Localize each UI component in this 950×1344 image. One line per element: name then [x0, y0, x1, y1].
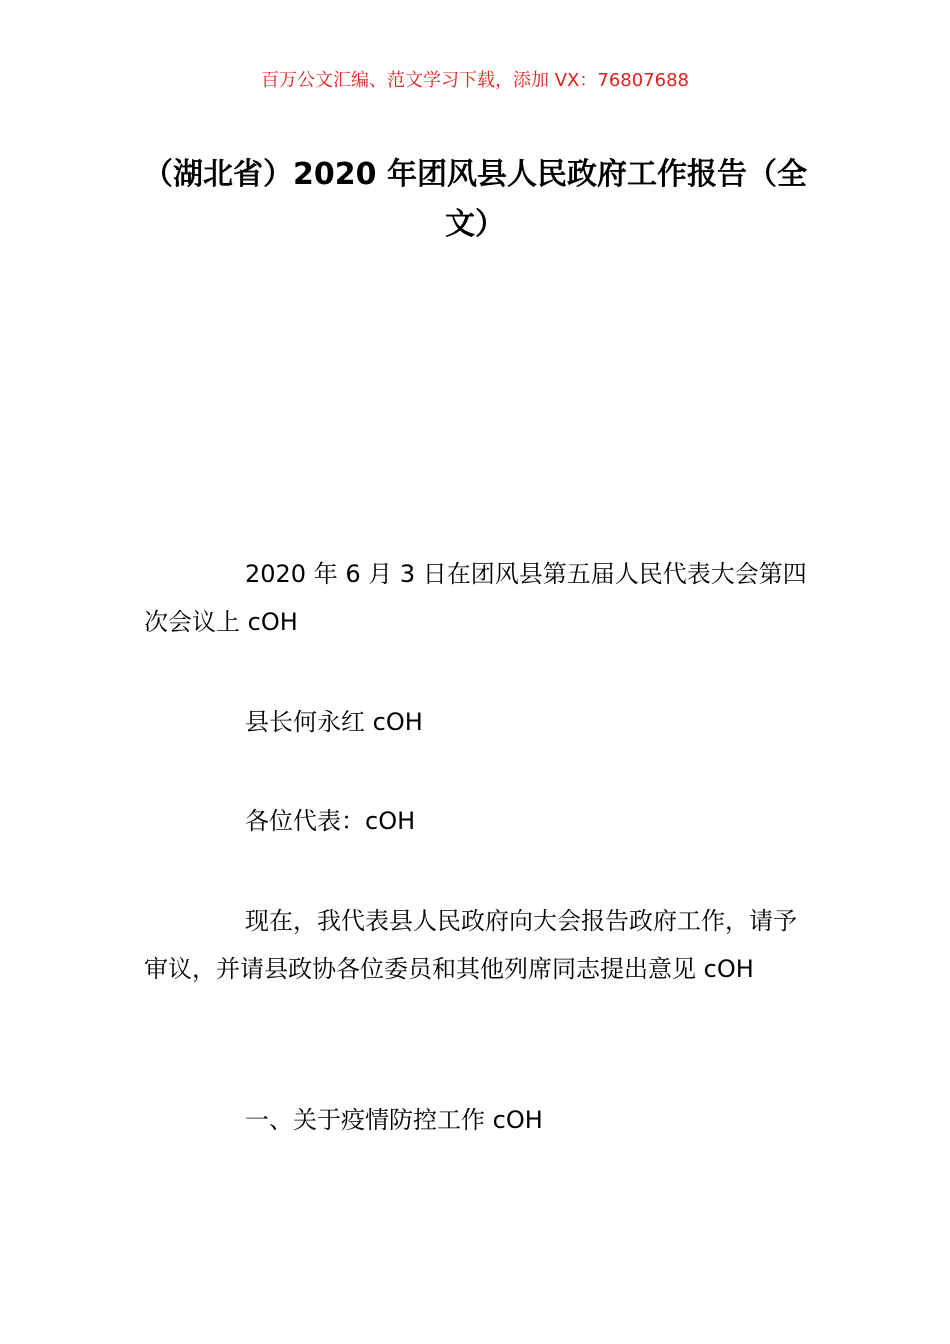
meeting-info-paragraph: 2020 年 6 月 3 日在团风县第五届人民代表大会第四次会议上 cOH: [144, 560, 807, 636]
section-heading-paragraph: 一、关于疫情防控工作 cOH: [245, 1106, 543, 1134]
header-note: 百万公文汇编、范文学习下载，添加 VX：76807688: [261, 70, 689, 91]
salutation-paragraph: 各位代表：cOH: [245, 807, 416, 835]
document-title: （湖北省）2020 年团风县人民政府工作报告（全文）: [143, 157, 807, 242]
intro-paragraph: 现在，我代表县人民政府向大会报告政府工作，请予审议，并请县政协各位委员和其他列席同志提出意见 cOH: [144, 907, 797, 983]
speaker-paragraph: 县长何永红 cOH: [245, 708, 423, 736]
